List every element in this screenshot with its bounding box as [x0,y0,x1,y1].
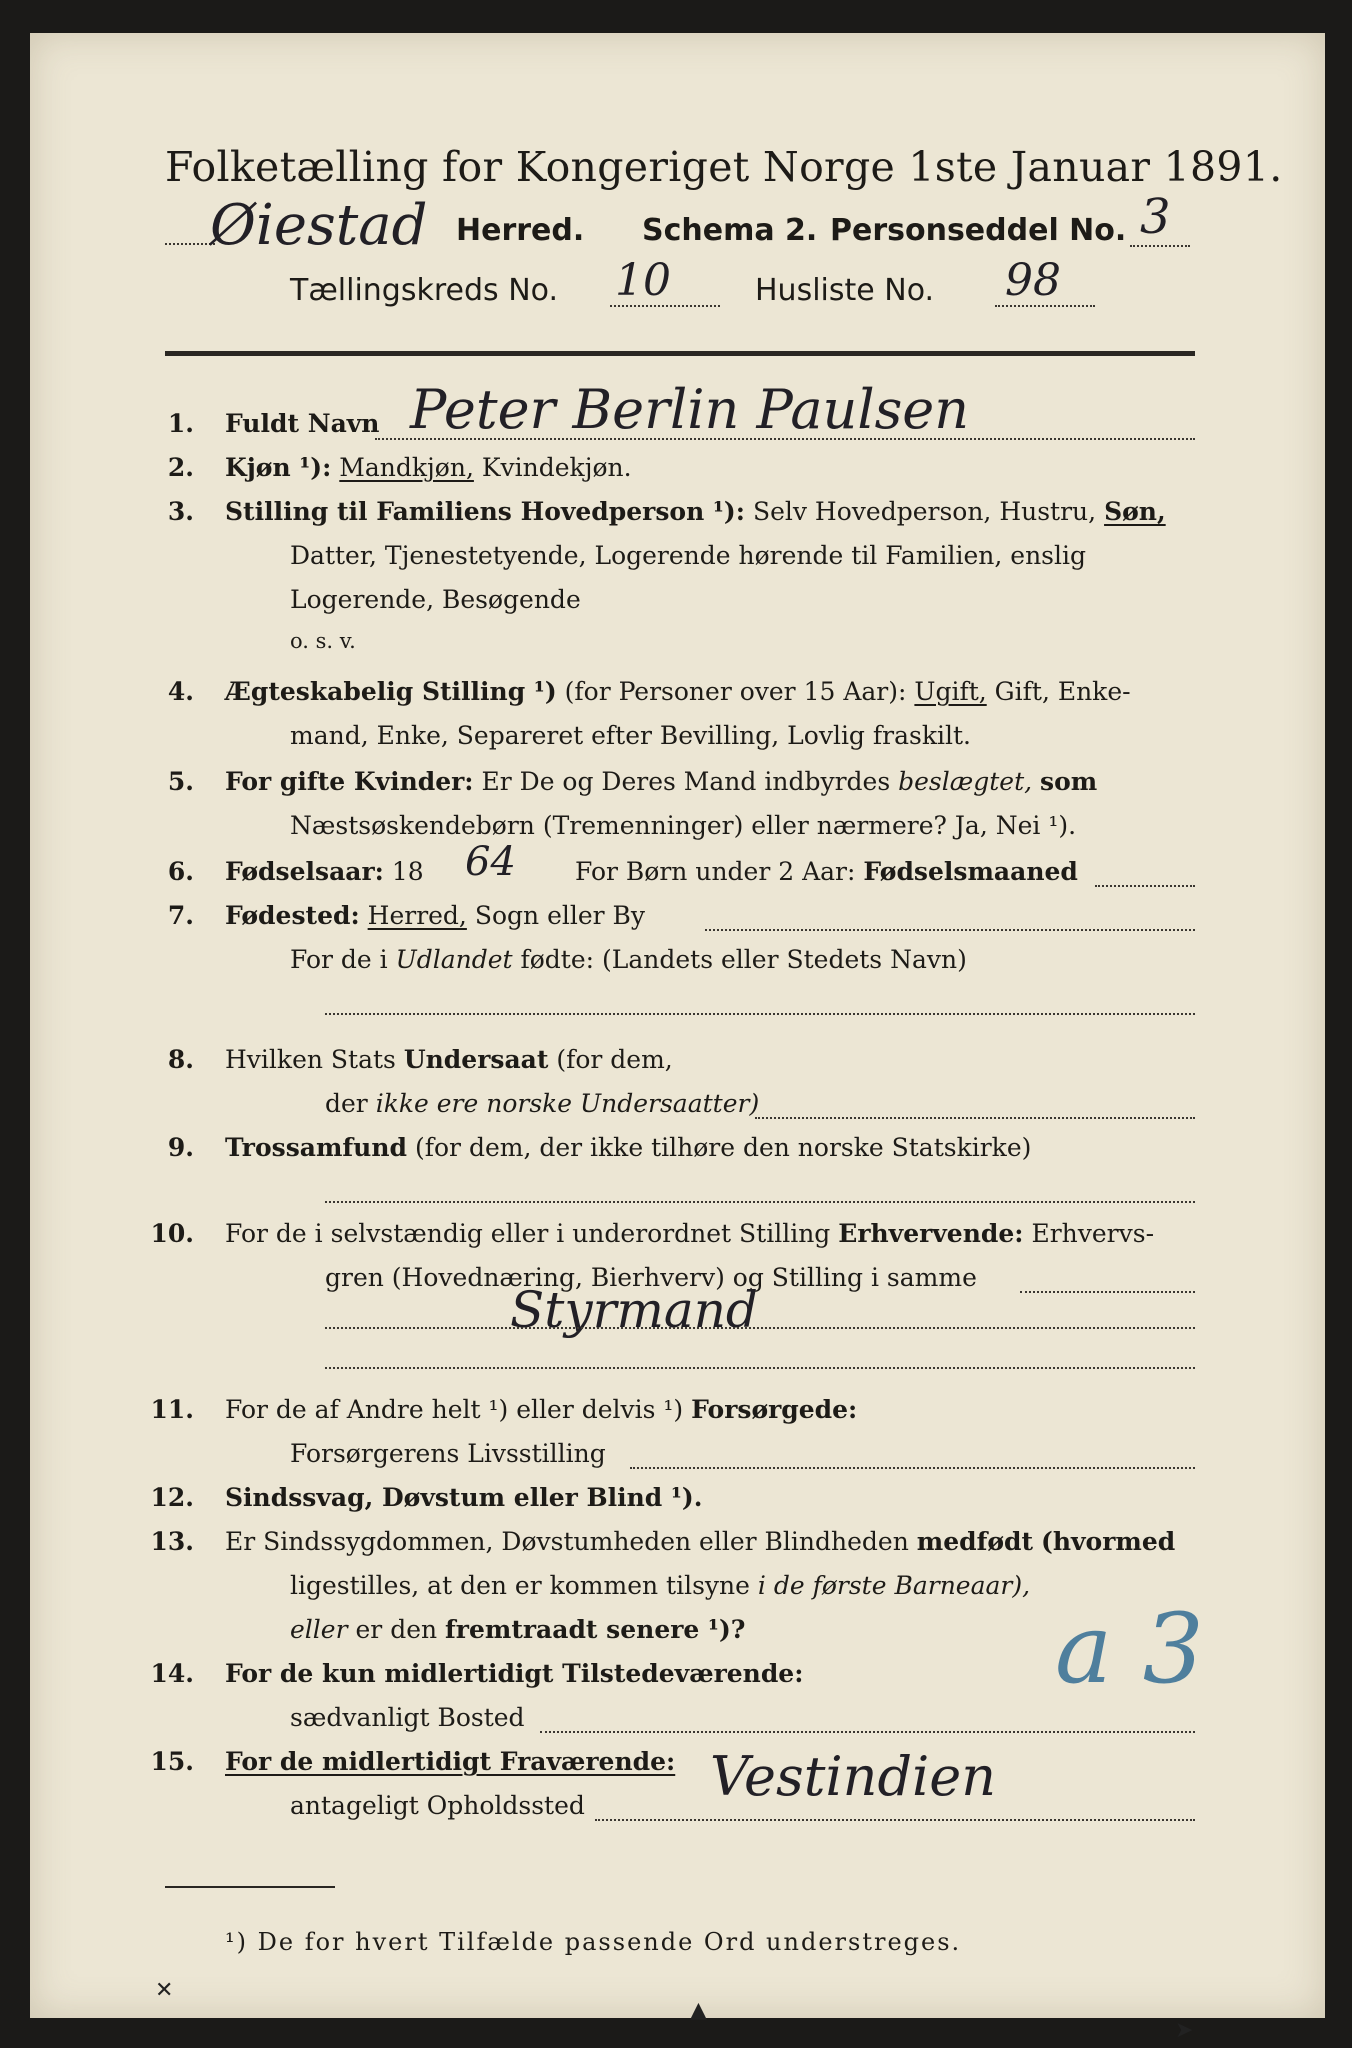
item-text: Logerende, Besøgende [290,585,581,614]
item-text: mand, Enke, Separeret efter Bevilling, Lovlig fraskilt. [290,721,971,750]
item-text: o. s. v. [290,629,356,653]
item-number: 14. [150,1659,194,1688]
item-text: For Børn under 2 Aar: Fødselsmaaned [575,857,1078,886]
personseddel-label: Personseddel No. [830,213,1127,248]
item-text: For de af Andre helt ¹) eller delvis ¹) Forsørgede: [225,1395,858,1424]
item-number: 13. [150,1527,194,1556]
form-title: Folketælling for Kongeriget Norge 1ste Januar 1891. [165,143,1283,191]
item-text: For gifte Kvinder: Er De og Deres Mand indbyrdes beslægtet, som [225,767,1098,796]
undersaat-dotted-line [755,1117,1195,1119]
item-number: 5. [167,767,194,796]
item-number: 6. [167,857,194,886]
header-rule [165,351,1195,356]
fodested-dotted-line [705,929,1195,931]
item-number: 10. [150,1219,194,1248]
herred-label: Herred. [456,213,585,248]
footnote: ¹) De for hvert Tilfælde passende Ord understreges. [225,1928,962,1956]
item-number: 4. [167,677,194,706]
item-text: For de i Udlandet fødte: (Landets eller Stedets Navn) [290,945,967,974]
item-number: 8. [167,1045,194,1074]
item-text: Fødested: Herred, Sogn eller By [225,901,646,930]
handwritten-occupation: Styrmand [510,1281,758,1339]
fodselsmaaned-dotted-line [1095,885,1195,887]
item-text: gren (Hovednæring, Bierhverv) og Stilling i samme [325,1263,977,1292]
item-text: antageligt Opholdssted [290,1791,585,1820]
husliste-label: Husliste No. [755,273,935,308]
item-text: eller er den fremtraadt senere ¹)? [290,1615,746,1644]
item-text: Kjøn ¹): Mandkjøn, Kvindekjøn. [225,453,632,482]
handwritten-name: Peter Berlin Paulsen [410,378,970,441]
margin-mark: ✕ [155,1978,174,2003]
item-text: Sindssvag, Døvstum eller Blind ¹). [225,1483,703,1512]
item-text: Datter, Tjenestetyende, Logerende hørende til Familien, enslig [290,541,1087,570]
item-text: Stilling til Familiens Hovedperson ¹): Selv Hovedperson, Hustru, Søn, [225,497,1166,526]
option-ugift-underlined: Ugift, [914,677,987,706]
forsorger-dotted-line [630,1467,1195,1469]
item-number: 3. [167,497,194,526]
handwritten-blue-annotation: a 3 [1055,1593,1204,1705]
footnote-rule [165,1886,335,1888]
item-text: Forsørgerens Livsstilling [290,1439,606,1468]
item-number: 12. [150,1483,194,1512]
handwritten-birth-year: 64 [465,839,516,885]
schema-label: Schema 2. [642,213,818,248]
herred-dotted-line [165,243,215,245]
item-text: Næstsøskendebørn (Tremenninger) eller nærmere? Ja, Nei ¹). [290,811,1077,840]
bosted-dotted-line [540,1731,1195,1733]
handwritten-personseddel-no: 3 [1140,189,1171,245]
personseddel-dotted-line [1130,245,1190,247]
item-text: Fødselsaar: 18 [225,857,424,886]
item-text: ligestilles, at den er kommen tilsyne i de første Barneaar), [290,1571,1031,1600]
trossamfund-dotted-line [325,1201,1195,1203]
taellingskreds-label: Tællingskreds No. [290,273,558,308]
item-text: Trossamfund (for dem, der ikke tilhøre den norske Statskirke) [225,1133,1032,1162]
item-number: 15. [150,1747,194,1776]
item-text: der ikke ere norske Undersaatter) [325,1089,760,1118]
item-text: For de midlertidigt Fraværende: [225,1747,676,1776]
opholdssted-dotted-line [595,1819,1195,1821]
margin-mark: ➤ [1175,2018,1194,2043]
item-number: 2. [167,453,194,482]
item-text: For de i selvstændig eller i underordnet Stilling Erhvervende: Erhvervs- [225,1219,1155,1248]
handwritten-taellingskreds-no: 10 [615,255,671,306]
option-son-underlined: Søn, [1104,497,1166,526]
item-label: Fuldt Navn [225,409,380,438]
handwritten-herred: Øiestad [210,193,428,258]
erhverv-dotted-line-1 [1020,1291,1195,1293]
margin-mark: ▲ [690,1998,707,2023]
item-text: sædvanligt Bosted [290,1703,525,1732]
item-number: 1. [167,409,194,438]
udlandet-dotted-line [325,1013,1195,1015]
erhverv-dotted-line-2 [325,1327,1195,1329]
item-text: Ægteskabelig Stilling ¹) (for Personer over 15 Aar): Ugift, Gift, Enke- [225,677,1131,706]
husliste-dotted-line [995,305,1095,307]
item-text: Er Sindssygdommen, Døvstumheden eller Blindheden medfødt (hvormed [225,1527,1176,1556]
item-text: For de kun midlertidigt Tilstedeværende: [225,1659,804,1688]
item-text: Hvilken Stats Undersaat (for dem, [225,1045,673,1074]
handwritten-whereabouts: Vestindien [710,1745,997,1808]
handwritten-husliste-no: 98 [1005,255,1061,306]
item-number: 9. [167,1133,194,1162]
option-herred-underlined: Herred, [367,901,467,930]
erhverv-dotted-line-3 [325,1367,1195,1369]
taellingskreds-dotted-line [610,305,720,307]
census-form-page [30,33,1325,2043]
option-mandkjon-underlined: Mandkjøn, [339,453,474,482]
item-number: 7. [167,901,194,930]
item-number: 11. [150,1395,194,1424]
